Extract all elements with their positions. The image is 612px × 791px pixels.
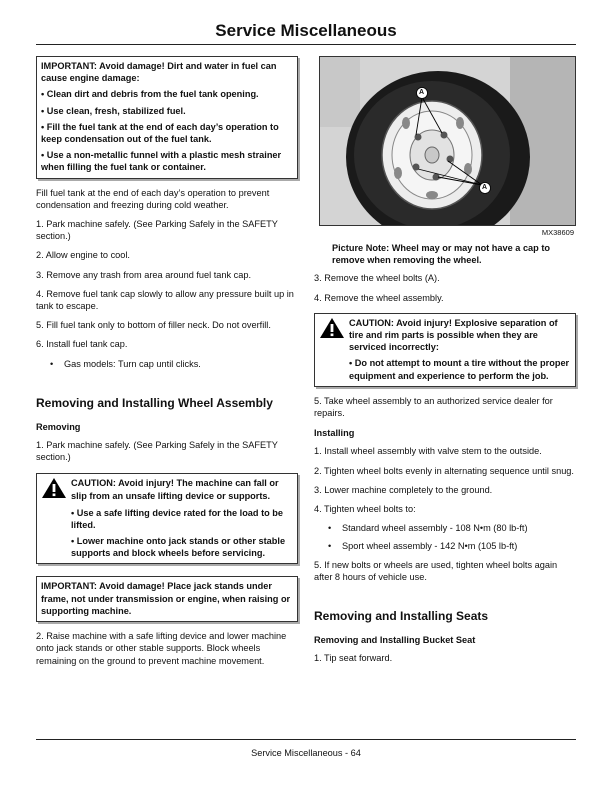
- seats-section-heading: Removing and Installing Seats: [314, 609, 489, 624]
- caution-tire-heading: CAUTION: Avoid injury! Explosive separation of tire and rim parts is possible when they are serviced incorrectly:: [349, 317, 558, 353]
- torque-text: Standard wheel assembly - 108 N•m (80 lb-ft): [342, 523, 528, 534]
- caution-lifting-item: • Use a safe lifting device rated for the load to be lifted.: [71, 507, 284, 530]
- installing-subheading: Installing: [314, 428, 355, 439]
- wheel-illustration: [320, 57, 575, 225]
- left-column: [36, 56, 298, 672]
- footer-rule: [36, 739, 576, 740]
- removing-subheading: Removing: [36, 421, 81, 432]
- important-fuel-item: • Use a non-metallic funnel with a plastic mesh strainer when filling the fuel tank or container.: [41, 150, 282, 173]
- torque-text: Sport wheel assembly - 142 N•m (105 lb-ft): [342, 541, 518, 552]
- callout-a-bottom: A: [482, 184, 488, 191]
- page-footer: Service Miscellaneous - 64: [251, 748, 361, 758]
- installing-step: 1. Install wheel assembly with valve stem to the outside.: [314, 446, 542, 457]
- removing-step: 3. Remove the wheel bolts (A).: [314, 273, 440, 284]
- caution-lifting-head: [41, 477, 293, 502]
- fuel-step: 4. Remove fuel tank cap slowly to allow any pressure built up in tank to escape.: [36, 288, 294, 312]
- fuel-step: 3. Remove any trash from area around fuel tank cap.: [36, 269, 252, 280]
- caution-tire-head: [319, 317, 571, 354]
- important-fuel-item: • Clean dirt and debris from the fuel tank opening.: [41, 89, 259, 100]
- page-title: Service Miscellaneous: [215, 21, 397, 40]
- bullet-dot: •: [50, 358, 54, 369]
- torque-bullet: [314, 522, 576, 534]
- bullet-dot: •: [328, 523, 332, 534]
- removing-step: 1. Park machine safely. (See Parking Safely in the SAFETY section.): [36, 440, 278, 463]
- caution-lifting-item: • Lower machine onto jack stands or other stable supports and block wheels before servicing.: [71, 536, 286, 559]
- caution-lifting-box: [36, 473, 298, 564]
- installing-step: 5. If new bolts or wheels are used, tighten wheel bolts again after 8 hours of vehicle use.: [314, 559, 558, 582]
- caution-tire-item: • Do not attempt to mount a tire without the proper equipment and experience to perform the job.: [349, 358, 570, 381]
- removing-step: 4. Remove the wheel assembly.: [314, 292, 444, 303]
- important-jack-text: IMPORTANT: Avoid damage! Place jack stands under frame, not under transmission or engine, when raising or supporting machine.: [41, 581, 291, 616]
- caution-tire-box: [314, 313, 576, 387]
- fuel-step: 6. Install fuel tank cap.: [36, 339, 128, 350]
- installing-step: 2. Tighten wheel bolts evenly in alternating sequence until snug.: [314, 465, 574, 476]
- important-jack-box: [36, 576, 298, 622]
- seats-step: 1. Tip seat forward.: [314, 653, 393, 664]
- wheel-section-heading: Removing and Installing Wheel Assembly: [36, 395, 273, 410]
- caution-lifting-heading: CAUTION: Avoid injury! The machine can fall or slip from an unsafe lifting device or supports.: [71, 478, 279, 501]
- picture-note: Picture Note: Wheel may or may not have a cap to remove when removing the wheel.: [332, 243, 551, 266]
- header-rule: [36, 44, 576, 45]
- figure-id: MX38609: [541, 228, 574, 237]
- important-fuel-heading: IMPORTANT: Avoid damage! Dirt and water in fuel can cause engine damage:: [41, 61, 277, 84]
- wheel-figure: [319, 56, 576, 226]
- bucket-seat-subheading: Removing and Installing Bucket Seat: [314, 635, 476, 646]
- installing-step: 4. Tighten wheel bolts to:: [314, 504, 416, 515]
- callout-a-top: A: [419, 89, 425, 96]
- important-fuel-item: • Use clean, fresh, stabilized fuel.: [41, 105, 186, 116]
- fuel-step: 5. Fill fuel tank only to bottom of filler neck. Do not overfill.: [36, 320, 271, 331]
- warning-triangle-icon: [319, 317, 345, 342]
- torque-bullet: [314, 540, 576, 552]
- important-fuel-item: • Fill the fuel tank at the end of each day’s operation to keep condensation out of the fuel tank.: [41, 121, 279, 145]
- fuel-step: 2. Allow engine to cool.: [36, 250, 130, 261]
- gas-models-text: Gas models: Turn cap until clicks.: [64, 358, 201, 369]
- important-fuel-box: [36, 56, 298, 179]
- bullet-dot: •: [328, 541, 332, 552]
- removing-step: 5. Take wheel assembly to an authorized service dealer for repairs.: [314, 395, 553, 419]
- removing-step: 2. Raise machine with a safe lifting device and lower machine onto jack stands or other stable supports. Block wheels remaining on the ground to prevent machine movement.: [36, 631, 287, 666]
- fuel-intro: Fill fuel tank at the end of each day’s operation to prevent condensation and freezing during cold weather.: [36, 187, 270, 210]
- right-column: [314, 56, 576, 669]
- fuel-step: 1. Park machine safely. (See Parking Safely in the SAFETY section.): [36, 219, 278, 242]
- warning-triangle-icon: [41, 477, 67, 502]
- gas-models-bullet: [36, 358, 298, 370]
- installing-step: 3. Lower machine completely to the ground.: [314, 484, 493, 495]
